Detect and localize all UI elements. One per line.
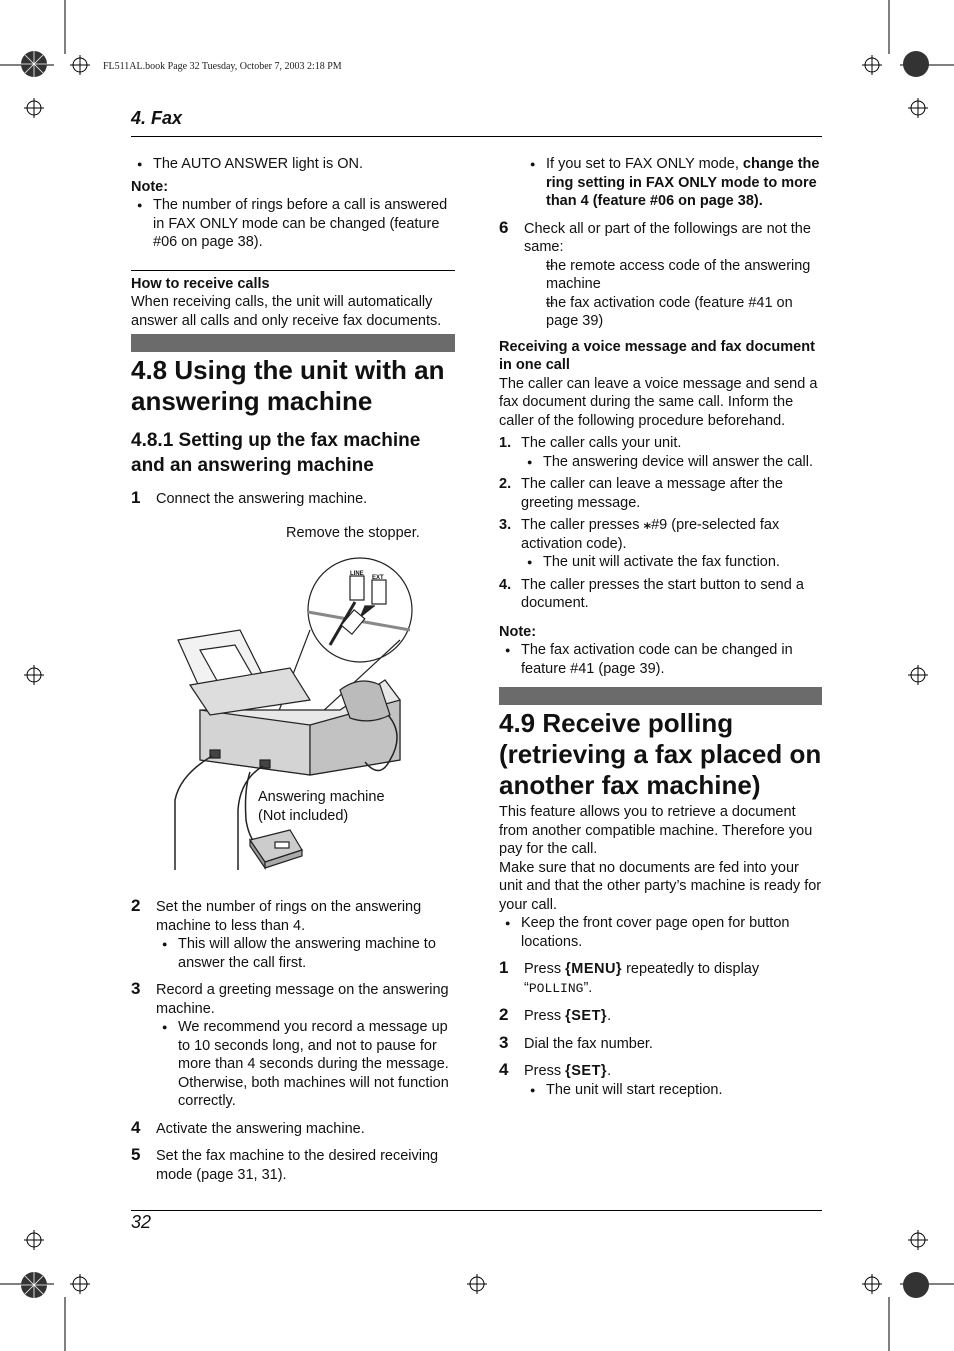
step-2-text: Set the number of rings on the answering machine to less than 4. (156, 899, 422, 934)
set-key: {SET} (565, 1008, 608, 1024)
how-to-receive-text: When receiving calls, the unit will automatically answer all calls and only receive fax documents. (131, 294, 442, 329)
polling-display-text: POLLING (528, 980, 584, 996)
footer-rule (131, 1210, 822, 1211)
print-header: FL511AL.book Page 32 Tuesday, October 7, 2003 2:18 PM (103, 61, 342, 72)
left-step-1 (131, 490, 456, 509)
section-bar-4-8 (131, 334, 455, 352)
voice-fax-text: The caller can leave a voice message and send a fax document during the same call. Inform the caller of the following procedure beforehand. (499, 375, 818, 429)
step-1-text: Connect the answering machine. (156, 491, 368, 507)
menu-key: {MENU} (565, 961, 623, 977)
left-steps-2-5 (131, 898, 455, 1184)
section-title-4-9: 4.9 Receive polling (retrieving a fax placed on another fax machine) (499, 708, 822, 800)
section-bar-4-9 (499, 687, 822, 705)
note-label: Note: (131, 178, 169, 195)
ordered-item-4: 4. The caller presses the start button to send a document. (499, 576, 804, 611)
polling-step-4: 4 Press {SET}. ● The unit will start reception. (499, 1062, 822, 1099)
ordered-item-2: 2. The caller can leave a message after the greeting message. (499, 476, 783, 511)
star-key-icon: ⁎ (643, 517, 652, 533)
step-3-text: Record a greeting message on the answering machine. (156, 982, 449, 1017)
polling-step-3: 3 Dial the fax number. (499, 1032, 653, 1052)
polling-step-2: 2 Press {SET}. (499, 1005, 612, 1024)
page-number: 32 (131, 1212, 152, 1232)
polling-step-4-bullet: ● The unit will start reception. (524, 1081, 822, 1100)
fax-answering-machine-illustration (160, 550, 460, 880)
right-note-text: ● The fax activation code can be changed in feature #41 (page 39). (499, 641, 822, 678)
chapter-title: 4. Fax (131, 108, 183, 128)
polling-intro-bullet: ● Keep the front cover page open for button locations. (499, 914, 822, 951)
callout-remove-stopper: Remove the stopper. (286, 525, 420, 541)
step-5-text: Set the fax machine to the desired receiving mode (page 31, 31). (156, 1148, 439, 1183)
port-line-label: LINE (350, 571, 364, 577)
polling-body (499, 803, 822, 1099)
left-step-4: 4 Activate the answering machine. (131, 1120, 455, 1139)
callout-answering-machine (258, 788, 385, 825)
section-title-4-8: 4.8 Using the unit with an answering machine (131, 355, 445, 416)
dash-item-1: – the remote access code of the answering machine (524, 257, 822, 294)
left-step-3: 3 Record a greeting message on the answering machine. ● We recommend you record a message up to 10 seconds long, and not to pause for more than 4 seconds during the message. Otherwise, both machines will not function correctly. (131, 981, 455, 1111)
polling-intro-1: This feature allows you to retrieve a document from another compatible machine. Therefore you pay for the call. (499, 804, 813, 857)
right-step-6: 6 Check all or part of the followings are not the same: – the remote access code of the answering machine – the fax activation code (feature #41 on page 39) (499, 220, 822, 331)
step-3-bullet: ● We recommend you record a message up to 10 seconds long, and not to pause for more than 4 seconds during the message. Otherwise, both machines will not function correctly. (156, 1018, 455, 1111)
left-step-5: 5 Set the fax machine to the desired receiving mode (page 31, 31). (131, 1147, 455, 1184)
ordered-item-3: 3. The caller presses ⁎#9 (pre-selected fax activation code). ● The unit will activate the fax function. (499, 516, 822, 572)
left-column (131, 155, 455, 330)
polling-step-1: 1 Press {MENU} repeatedly to display “POLLING”. (499, 958, 760, 996)
right-column (499, 155, 822, 678)
step-6-text: Check all or part of the followings are not the same: (524, 220, 811, 255)
step-4-text: Activate the answering machine. (156, 1120, 365, 1137)
voice-fax-title: Receiving a voice message and fax document in one call (499, 338, 815, 373)
auto-answer-bullet: ● The AUTO ANSWER light is ON. (131, 155, 455, 174)
fax-only-bullet: ● If you set to FAX ONLY mode, change the ring setting in FAX ONLY mode to more than 4 (feature #06 on page 38). (524, 155, 822, 211)
subsection-title-4-8-1: 4.8.1 Setting up the fax machine and an answering machine (131, 430, 421, 476)
left-step-2: 2 Set the number of rings on the answering machine to less than 4. ● This will allow the answering machine to answer the call first. (131, 898, 455, 972)
dash-item-2: – the fax activation code (feature #41 on page 39) (524, 294, 822, 331)
step-number: 1 (131, 488, 141, 507)
set-key: {SET} (565, 1063, 608, 1079)
header-rule (131, 136, 822, 137)
right-note-label: Note: (499, 623, 537, 640)
note-text: ● The number of rings before a call is answered in FAX ONLY mode can be changed (feature #06 on page 38). (131, 196, 455, 252)
callout-answering-line1: Answering machine (258, 789, 385, 805)
how-to-receive-title: How to receive calls (131, 275, 270, 292)
ordered-item-1: 1. The caller calls your unit. ● The answering device will answer the call. (499, 434, 822, 471)
step-2-bullet: ● This will allow the answering machine to answer the call first. (156, 935, 455, 972)
port-ext-label: EXT (372, 575, 384, 581)
polling-intro-2: Make sure that no documents are fed into your unit and that the other party’s machine is ready for your call. (499, 859, 822, 913)
divider (131, 270, 455, 271)
callout-answering-line2: (Not included) (258, 807, 349, 824)
